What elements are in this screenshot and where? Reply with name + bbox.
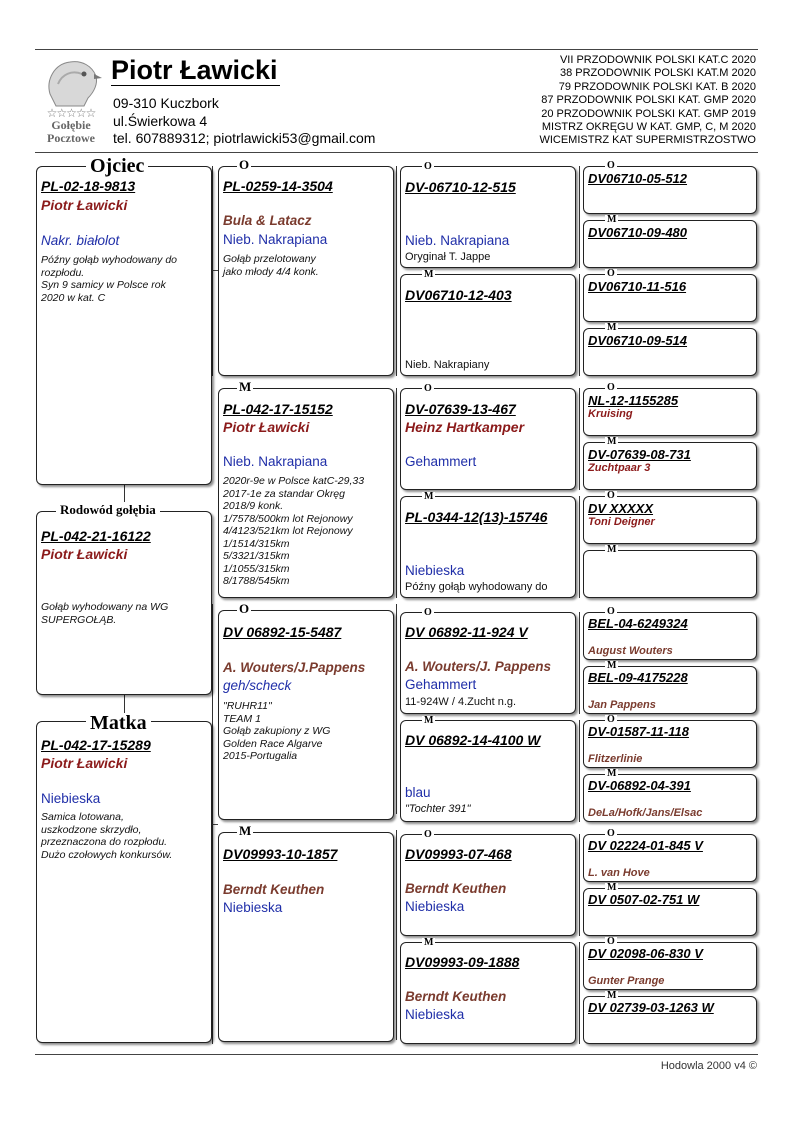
g3-card-8[interactable] [400,942,576,1044]
g4-ring-number: DV 0507-02-751 W [588,892,700,907]
mm-sex-label: M [239,823,252,838]
address-line-1: 09-310 Kuczbork [113,95,219,111]
mother-color: Niebieska [41,791,101,806]
g4-sex-label: O [607,160,615,171]
ff-card[interactable] [218,166,394,376]
mm-color: Niebieska [223,900,283,915]
g4-sex-label: M [607,544,617,555]
g3-note: Oryginał T. Jappe [405,251,491,263]
g3-ring-number: DV 06892-14-4100 W [405,732,541,748]
achievement: VII PRZODOWNIK POLSKI KAT.C 2020 [559,54,756,66]
main-ring-number: PL-042-21-16122 [41,528,151,544]
g4-ring-number: DV-01587-11-118 [588,724,689,739]
father-owner: Piotr Ławicki [41,197,128,213]
g4-card-12[interactable] [583,774,757,822]
g3-card-1[interactable] [400,166,576,268]
g4-sex-label: M [607,436,617,447]
g4-card-10[interactable] [583,666,757,714]
mm-ring-number: DV09993-10-1857 [223,846,338,862]
g4-ring-number: BEL-04-6249324 [588,616,688,631]
g4-sex-label: O [607,714,615,725]
pedigree-label: Rodowód gołębia [56,502,160,518]
g3-color: Nieb. Nakrapiana [405,233,510,248]
mm-breeder: Berndt Keuthen [223,882,325,897]
mother-owner: Piotr Ławicki [41,755,128,771]
g4-ring-number: DV06710-09-514 [588,333,688,348]
g4-card-2[interactable] [583,220,757,268]
g4-ring-number: DV06710-05-512 [588,171,688,186]
fm-ring-number: PL-042-17-15152 [223,401,333,417]
g3-sex-label: O [424,383,432,394]
g4-card-8[interactable] [583,550,757,598]
g3-card-4[interactable] [400,496,576,598]
address-line-2: ul.Świerkowa 4 [113,113,208,129]
fm-sex-label: M [239,379,252,394]
g4-ring-number: DV 02224-01-845 V [588,838,703,853]
achievement: MISTRZ OKRĘGU W KAT. GMP, C, M 2020 [541,121,756,134]
g4-ring-number: DV-07639-08-731 [588,447,691,462]
mother-label: Matka [86,713,151,733]
father-color: Nakr. białolot [41,233,120,248]
g4-card-5[interactable] [583,388,757,436]
achievement: 38 PRZODOWNIK POLSKI KAT.M 2020 [559,67,756,80]
g3-card-7[interactable] [400,834,576,936]
achievement: WICEMISTRZ KAT SUPERMISTRZOSTWO [539,134,756,147]
g4-sex-label: O [607,828,615,839]
ff-ring-number: PL-0259-14-3504 [223,178,333,194]
ff-sex-label: O [239,157,250,172]
main-bird-card[interactable] [36,511,212,695]
mf-ring-number: DV 06892-15-5487 [223,624,342,640]
g3-ring-number: DV09993-07-468 [405,846,512,862]
g4-note: Toni Deigner [588,516,655,528]
fm-card[interactable] [218,388,394,598]
g3-note: Późny gołąb wyhodowany do [405,581,548,593]
fm-color: Nieb. Nakrapiana [223,454,328,469]
g3-color: blau [405,785,431,800]
g4-breeder: DeLa/Hofk/Jans/Elsac [588,807,703,819]
footer-credit: Hodowla 2000 v4 © [660,1060,757,1072]
g4-breeder: L. van Hove [588,867,650,879]
g4-sex-label: M [607,660,617,671]
g4-card-1[interactable] [583,166,757,214]
breeder-name: Piotr Ławicki [111,55,278,85]
ff-color: Nieb. Nakrapiana [223,232,328,247]
g3-ring-number: PL-0344-12(13)-15746 [405,509,548,525]
pigeon-logo-icon [36,54,106,110]
g4-card-15[interactable] [583,942,757,990]
logo [36,54,106,146]
g3-card-5[interactable] [400,612,576,714]
mf-color: geh/scheck [223,678,292,693]
g4-note: Zuchtpaar 3 [588,462,651,474]
g4-ring-number: DV06710-11-516 [588,279,687,294]
g4-card-13[interactable] [583,834,757,882]
g4-card-9[interactable] [583,612,757,660]
mm-card[interactable] [218,832,394,1042]
mf-note: "RUHR11" TEAM 1 Gołąb zakupiony z WG Golden Race Algarve 2015-Portugalia [223,700,331,762]
g3-color: Niebieska [405,899,465,914]
g3-ring-number: DV-07639-13-467 [405,401,516,417]
g4-sex-label: O [607,382,615,393]
g4-sex-label: O [607,490,615,501]
g3-ring-number: DV06710-12-403 [405,287,512,303]
mf-breeder: A. Wouters/J.Pappens [223,660,366,675]
g4-sex-label: O [607,606,615,617]
g3-color: Gehammert [405,454,477,469]
mf-card[interactable] [218,610,394,820]
g3-ring-number: DV09993-09-1888 [405,954,520,970]
g4-breeder: Gunter Prange [588,975,665,987]
mf-sex-label: O [239,601,250,616]
mother-card[interactable] [36,721,212,1043]
g4-breeder: Flitzerlinie [588,753,643,765]
g3-owner: Heinz Hartkamper [405,419,525,435]
g4-ring-number: DV06710-09-480 [588,225,688,240]
g4-breeder: Jan Pappens [588,699,656,711]
g3-card-2[interactable] [400,274,576,376]
mother-ring-number: PL-042-17-15289 [41,737,151,753]
contact-line: tel. 607889312; piotrlawicki53@gmail.com [113,130,376,146]
g3-sex-label: M [424,491,434,502]
logo-text-1: Gołębie [51,118,91,132]
g4-card-7[interactable] [583,496,757,544]
achievement: 20 PRZODOWNIK POLSKI KAT. GMP 2019 [541,107,756,120]
g4-ring-number: DV 02098-06-830 V [588,946,703,961]
g4-sex-label: O [607,936,615,947]
g4-card-4[interactable] [583,328,757,376]
g3-note: Nieb. Nakrapiany [405,359,490,371]
g3-sex-label: M [424,715,434,726]
achievement: 79 PRZODOWNIK POLSKI KAT. B 2020 [558,80,756,93]
g4-sex-label: M [607,882,617,893]
g4-ring-number: DV-06892-04-391 [588,778,691,793]
fm-owner: Piotr Ławicki [223,419,310,435]
logo-stars: ☆☆☆☆☆ [46,106,96,120]
g3-ring-number: DV 06892-11-924 V [405,624,528,640]
father-note: Późny gołąb wyhodowany do rozpłodu. Syn 9 samicy w Polsce rok 2020 w kat. C [41,254,178,304]
g3-sex-label: M [424,269,434,280]
ff-note: Gołąb przelotowany jako młody 4/4 konk. [223,253,319,278]
g3-color: Gehammert [405,677,477,692]
fm-note: 2020r-9e w Polsce katC-29,33 2017-1e za standar Okręg 2018/9 konk. 1/7578/500km lot Rejonowy 4/4123/521km lot Rejonowy 1/1514/315km 5/3321/315km 1/1055/315km 8/1788/545km [223,475,365,587]
g3-breeder: A. Wouters/J. Pappens [405,659,552,674]
g3-note: 11-924W / 4.Zucht n.g. [405,696,517,708]
logo-text-2: Pocztowe [47,131,95,145]
g3-sex-label: O [424,161,432,172]
g4-card-3[interactable] [583,274,757,322]
g4-sex-label: M [607,322,617,333]
g4-card-16[interactable] [583,996,757,1044]
g4-note: Kruising [588,408,633,420]
g4-card-14[interactable] [583,888,757,936]
ff-breeder: Bula & Latacz [223,213,312,228]
g4-card-11[interactable] [583,720,757,768]
g3-breeder: Berndt Keuthen [405,989,507,1004]
g3-color: Niebieska [405,563,465,578]
mother-note: Samica lotowana, uszkodzone skrzydło, przeznaczona do rozpłodu. Dużo czołowych konkursów. [41,811,173,861]
main-note: Gołąb wyhodowany na WG SUPERGOŁĄB. [41,601,169,626]
g4-sex-label: M [607,768,617,779]
father-label: Ojciec [86,156,148,176]
g4-sex-label: O [607,268,615,279]
g4-breeder: August Wouters [588,645,673,657]
g4-ring-number: NL-12-1155285 [588,393,679,408]
g3-note: "Tochter 391" [405,803,471,815]
g4-sex-label: M [607,214,617,225]
g3-ring-number: DV-06710-12-515 [405,179,516,195]
achievements-list [539,54,756,148]
g3-breeder: Berndt Keuthen [405,881,507,896]
g3-card-3[interactable] [400,388,576,490]
g4-ring-number: BEL-09-4175228 [588,670,688,685]
main-owner: Piotr Ławicki [41,546,128,562]
g3-card-6[interactable] [400,720,576,822]
g3-sex-label: O [424,829,432,840]
g4-ring-number: DV 02739-03-1263 W [588,1000,714,1015]
father-card[interactable] [36,166,212,485]
g4-ring-number: DV XXXXX [588,501,654,516]
g3-sex-label: M [424,937,434,948]
g4-sex-label: M [607,990,617,1001]
g4-card-6[interactable] [583,442,757,490]
g3-color: Niebieska [405,1007,465,1022]
g3-sex-label: O [424,607,432,618]
father-ring-number: PL-02-18-9813 [41,178,136,194]
achievement: 87 PRZODOWNIK POLSKI KAT. GMP 2020 [541,94,756,107]
